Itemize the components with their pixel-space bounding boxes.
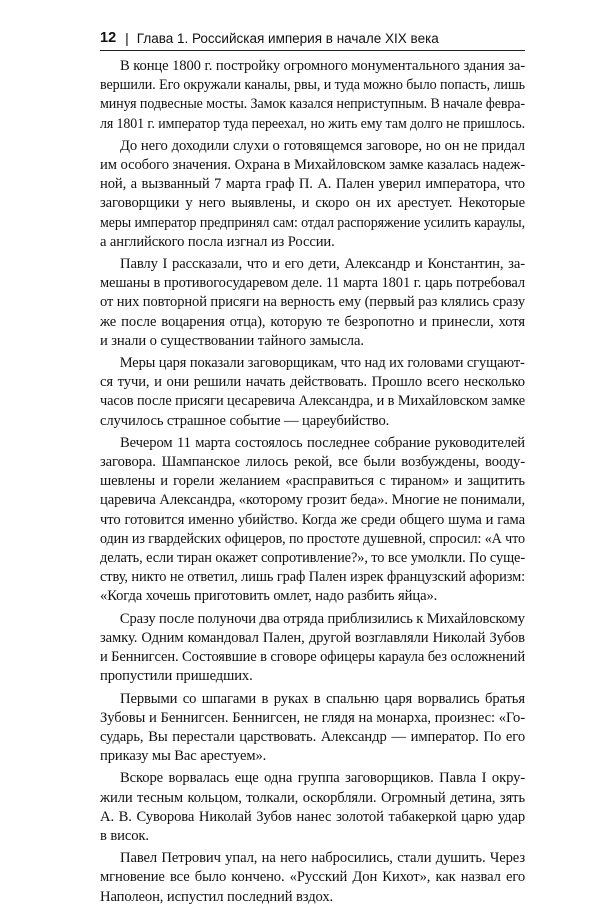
text-line: мешаны в противогосударевом деле. 11 марта 1801 г. царь потребовал: [100, 275, 525, 292]
text-line: делать, если тиран окажет сопротивление?», то все умолкли. По суще-: [100, 550, 526, 567]
text-line: ству, никто не ответил, лишь граф Пален изрек французский афоризм:: [100, 569, 526, 586]
paragraph: [100, 434, 525, 607]
paragraph: [100, 690, 525, 767]
text-line: и знали о существовании тайного замысла.: [100, 332, 364, 349]
text-line: заговорщики у него выявлены, и скоро он их арестует. Некоторые: [100, 195, 525, 212]
text-line: пропустили пришедших.: [100, 668, 253, 685]
paragraph: [100, 255, 525, 351]
text-line: шевлены и горели желанием «расправиться с тираном» и защитить: [100, 473, 525, 490]
body-text: [100, 57, 525, 907]
running-title: Глава 1. Российская империя в начале XIX века: [136, 30, 439, 46]
text-line: Павел Петрович упал, на него набросились, стали душить. Через: [120, 850, 526, 867]
text-line: ся тучи, и они решили начать действовать. Прошло всего несколько: [100, 374, 525, 391]
page-number: 12: [100, 30, 117, 46]
text-line: в висок.: [100, 827, 149, 844]
text-line: царевича Александра, «которому грозит беда». Многие не понимали,: [100, 492, 525, 509]
text-line: минуя подвесные мосты. Замок казался неприступным. В начале февра-: [100, 96, 526, 113]
text-line: от них повторной присяги на верность ему (первый раз клялись сразу: [100, 294, 526, 311]
text-line: А. В. Суворова Николай Зубов нанес золотой табакеркой царю удар: [100, 808, 526, 825]
paragraph: [100, 137, 525, 252]
text-line: Первыми со шпагами в руках в спальню царя ворвались братья: [120, 690, 525, 707]
text-line: мгновение все было кончено. «Русский Дон Кихот», как назвал его: [100, 869, 526, 886]
text-line: приказу мы Вас арестуем».: [100, 748, 267, 765]
header-separator: |: [125, 30, 129, 46]
text-line: Наполеон, испустил последний вздох.: [100, 888, 334, 905]
text-line: сударь, Вы перестали царствовать. Александр — император. По его: [100, 728, 526, 745]
paragraph: [100, 57, 525, 134]
header-rule: [100, 50, 525, 51]
text-line: и Беннигсен. Состоявшие в сговоре офицеры караула без осложнений: [100, 649, 525, 666]
text-line: До него доходили слухи о готовящемся заговоре, но он не придал: [120, 137, 525, 154]
text-line: а английского посла изгнал из России.: [100, 233, 335, 250]
paragraph: [100, 610, 525, 687]
paragraph: [100, 849, 525, 907]
text-line: Вечером 11 марта состоялось последнее собрание руководителей: [120, 434, 526, 451]
text-line: ля 1801 г. император туда переехал, но жить ему там долго не пришлось.: [100, 115, 526, 132]
text-line: же после воцарения отца), которую те безропотно и принесли, хотя: [100, 313, 525, 330]
text-line: Павлу I рассказали, что и его дети, Александр и Константин, за-: [120, 256, 525, 273]
text-line: жили тесным кольцом, толкали, оскорбляли. Огромный детина, зять: [100, 789, 526, 806]
text-line: заговора. Шампанское лилось рекой, все были возбуждены, вооду-: [100, 454, 526, 471]
text-line: вершили. Его окружали каналы, рвы, и туда можно было попасть, лишь: [100, 77, 525, 94]
text-line: «Когда хочешь приготовить омлет, надо разбить яйца».: [100, 588, 438, 605]
text-line: замку. Одним командовал Пален, другой возглавляли Николай Зубов: [100, 629, 525, 646]
text-line: Зубовы и Беннигсен. Беннигсен, не глядя на монарха, произнес: «Го-: [100, 709, 526, 726]
text-line: меры император предпринял сам: отдал распоряжение усилить караулы,: [100, 214, 525, 231]
text-line: им особого значения. Охрана в Михайловском замке казалась надеж-: [100, 157, 525, 174]
paragraph: [100, 769, 525, 846]
text-line: что готовится именно убийство. Когда же среди общего шума и гама: [100, 511, 525, 528]
text-line: В конце 1800 г. постройку огромного монументального здания за-: [120, 58, 525, 74]
text-line: Меры царя показали заговорщикам, что над их головами сгущают-: [119, 355, 525, 372]
text-line: Вскоре ворвалась еще одна группа заговорщиков. Павла I окру-: [120, 770, 526, 787]
text-line: Сразу после полуночи два отряда приблизились к Михайловскому: [119, 610, 525, 627]
text-line: часов после присяги цесаревича Александра, и в Михайловском замке: [100, 393, 526, 410]
paragraph: [100, 354, 525, 431]
text-line: ной, а вызванный 7 марта граф П. А. Пален уверил императора, что: [100, 176, 525, 193]
running-header: [100, 30, 525, 46]
text-line: один из гвардейских офицеров, по простоте душевной, спросил: «А что: [100, 530, 526, 547]
text-line: случилось страшное событие — цареубийство.: [100, 412, 390, 429]
